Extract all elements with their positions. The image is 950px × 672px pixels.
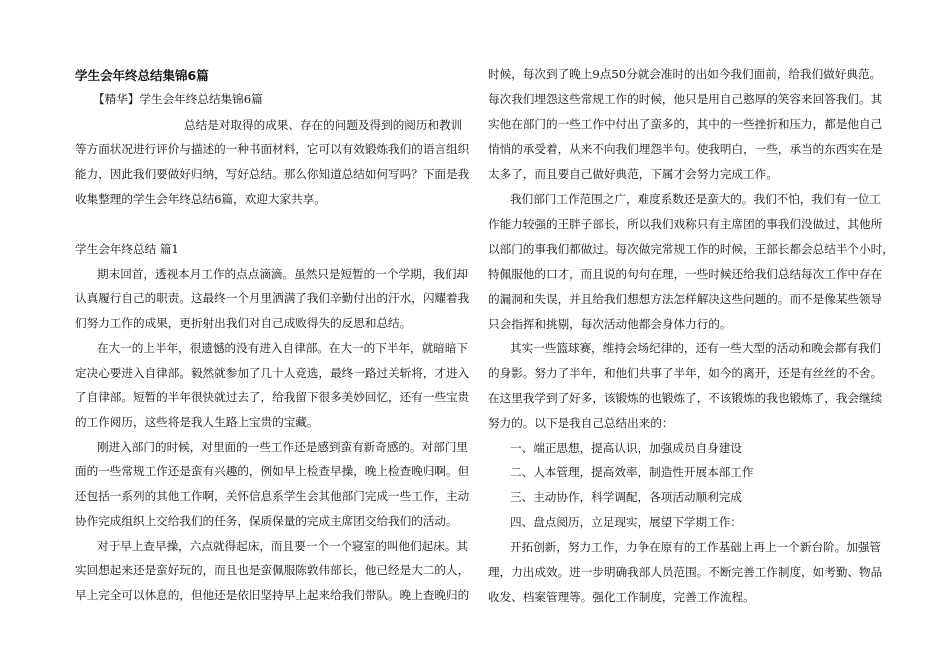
text-line: 在这里我学到了好多，该锻炼的也锻炼了，不该锻炼的我也锻炼了，我会继续 (488, 391, 883, 405)
document-title: 学生会年终总结集锦6篇 (75, 68, 209, 83)
text-line: 【精华】学生会年终总结集锦6篇 (93, 92, 263, 106)
text-line: 对于早上查早操，六点就得起床，而且要一个一个寝室的叫他们起床。其 (97, 539, 469, 553)
text-line: 二、人本管理，提高效率，制造性开展本部工作 (510, 465, 754, 479)
text-line: 开拓创新，努力工作，力争在原有的工作基础上再上一个新台阶。加强管 (510, 540, 882, 554)
text-line: 面的一些常规工作还是蛮有兴趣的，例如早上检查早操，晚上检查晚归啊。但 (75, 464, 470, 478)
text-line: 实他在部门的一些工作中付出了蛮多的，其中的一些挫折和压力，都是他自己 (488, 117, 883, 131)
text-line: 一、端正思想，提高认识，加强成员自身建设 (510, 441, 742, 455)
text-line: 认真履行自己的职责。这最终一个月里洒满了我们辛勤付出的汗水，闪耀着我 (75, 291, 470, 305)
text-line: 的身影。努力了半年，和他们共事了半年，如今的离开，还是有丝丝的不舍。 (488, 366, 883, 380)
text-line: 收集整理的学生会年终总结6篇，欢迎大家共享。 (75, 192, 326, 206)
text-line: 收发、档案管理等。强化工作制度，完善工作流程。 (488, 590, 755, 604)
text-line: 刚进入部门的时候，对里面的一些工作还是感到蛮有新奇感的。对部门里 (97, 440, 469, 454)
text-line: 还包括一系列的其他工作啊，关怀信息系学生会其他部门完成一些工作，主动 (75, 489, 470, 503)
text-line: 定决心要进入自律部。毅然就参加了几十人竞选，最终一路过关斩将，才进入 (75, 366, 470, 380)
text-line: 只会指挥和挑剔，每次活动他都会身体力行的。 (488, 317, 732, 331)
text-line: 的工作阅历，这些将是我人生路上宝贵的宝藏。 (75, 415, 319, 429)
text-line: 等方面状况进行评价与描述的一种书面材料，它可以有效锻炼我们的语言组织 (75, 142, 470, 156)
text-line: 期末回首，透视本月工作的点点滴滴。虽然只是短暂的一个学期，我们却 (97, 267, 469, 281)
text-line: 协作完成组织上交给我们的任务，保质保量的完成主席团交给我们的活动。 (75, 514, 458, 528)
text-line: 悄悄的承受着，从来不向我们埋怨半句。使我明白，一些，承当的东西实在是 (488, 142, 883, 156)
text-line: 作能力较强的王胖子部长，所以我们戏称只有主席团的事我们没做过，其他所 (488, 217, 883, 231)
text-line: 理，力出成效。进一步明确我部人员范围。不断完善工作制度，如考勤、物品 (488, 565, 883, 579)
text-line: 的漏洞和失误，并且给我们想想方法怎样解决这些问题的。而不是像某些领导 (488, 292, 883, 306)
text-line: 时候，每次到了晚上9点50分就会准时的出如今我们面前，给我们做好典范。 (488, 67, 882, 81)
text-line: 太多了，而且要自己做好典范，下属才会努力完成工作。 (488, 167, 778, 181)
text-line: 学生会年终总结 篇1 (75, 242, 179, 256)
text-line: 在大一的上半年，很遗憾的没有进入自律部。在大一的下半年，就暗暗下 (97, 341, 469, 355)
text-line: 其实一些篮球赛，维持会场纪律的，还有一些大型的活动和晚会都有我们 (510, 341, 882, 355)
text-line: 努力的。以下是我自己总结出来的： (488, 416, 674, 430)
text-line: 们努力工作的成果，更折射出我们对自己成败得失的反思和总结。 (75, 316, 412, 330)
text-line: 我们部门工作范围之广，难度系数还是蛮大的。我们不怕，我们有一位工 (510, 192, 882, 206)
text-line: 了自律部。短暂的半年很快就过去了，给我留下很多美妙回忆，还有一些宝贵 (75, 390, 470, 404)
text-line: 以部门的事我们都做过。每次做完常规工作的时候，王部长都会总结半个小时， (488, 242, 894, 256)
text-line: 实回想起来还是蛮好玩的，而且也是蛮佩服陈敦伟部长，他已经是大二的人， (75, 563, 470, 577)
text-line: 总结是对取得的成果、存在的问题及得到的阅历和教训 (184, 118, 463, 132)
text-line: 三、主动协作，科学调配，各项活动顺利完成 (510, 490, 742, 504)
text-line: 早上完全可以休息的，但他还是依旧坚持早上起来给我们带队。晚上查晚归的 (75, 588, 470, 602)
text-line: 能力，因此我们要做好归纳，写好总结。那么你知道总结如何写吗？下面是我 (75, 167, 470, 181)
text-line: 特佩服他的口才，而且说的句句在理，一些时候还给我们总结每次工作中存在 (488, 267, 883, 281)
text-line: 四、盘点阅历，立足现实，展望下学期工作： (510, 515, 742, 529)
text-line: 每次我们埋怨这些常规工作的时候，他只是用自己憨厚的笑容来回答我们。其 (488, 92, 883, 106)
